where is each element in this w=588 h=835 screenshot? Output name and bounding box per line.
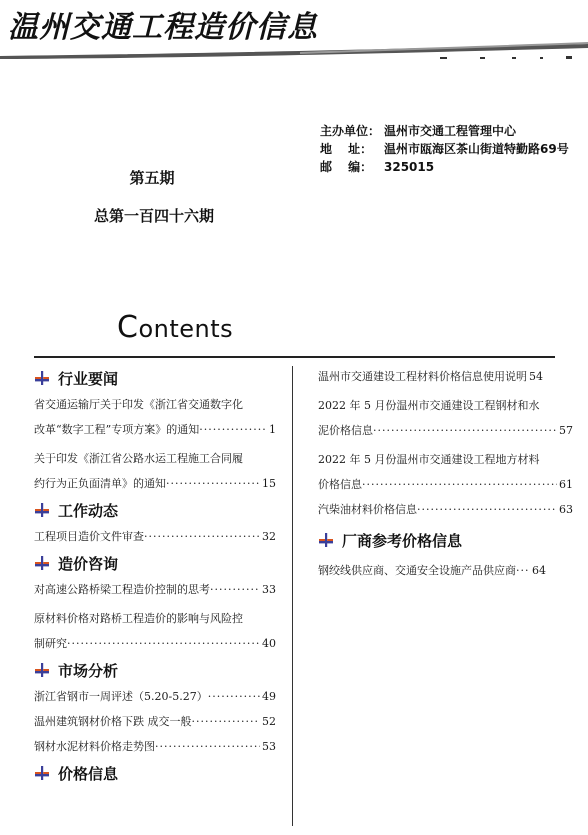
section-work-updates[interactable] xyxy=(34,496,276,524)
section-label: 行业要闻 xyxy=(58,369,119,388)
toc-entry[interactable] xyxy=(34,734,276,759)
toc-entry-line: 制研究 xyxy=(34,637,67,650)
leader-dots xyxy=(144,524,260,549)
star-bullet-icon xyxy=(34,662,50,678)
contents-left-column xyxy=(34,364,276,787)
star-bullet-icon xyxy=(34,502,50,518)
toc-entry-line: 改革“数字工程”专项方案》的通知 xyxy=(34,423,200,436)
section-label: 造价咨询 xyxy=(58,554,119,573)
toc-entry-line: 浙江省钢市一周评述（5.20-5.27） xyxy=(34,690,208,703)
toc-entry-line: 温州建筑钢材价格下跌 成交一般 xyxy=(34,715,192,728)
toc-entry[interactable] xyxy=(318,364,573,389)
toc-entry-line: 省交通运输厅关于印发《浙江省交通数字化 xyxy=(34,398,243,411)
publisher-info xyxy=(320,122,582,176)
toc-entry-line: 泥价格信息 xyxy=(318,424,373,437)
page-number: 15 xyxy=(262,477,276,490)
leader-dots xyxy=(67,631,260,656)
masthead-decoration xyxy=(0,38,588,68)
toc-entry-line: 2022 年 5 月份温州市交通建设工程钢材和水 xyxy=(318,399,540,412)
issue-number: 第五期 xyxy=(129,169,175,187)
issue-total: 总第一百四十六期 xyxy=(93,207,214,225)
address-row xyxy=(320,140,582,158)
page-number: 64 xyxy=(532,564,546,577)
section-label: 市场分析 xyxy=(58,661,119,680)
section-vendor-prices[interactable] xyxy=(318,526,573,554)
masthead-title: 温州交通工程造价信息 xyxy=(8,10,318,45)
leader-dots xyxy=(373,418,557,443)
address-value: 温州市瓯海区茶山街道特勤路69号 xyxy=(384,142,569,156)
page-number: 61 xyxy=(559,478,573,491)
star-bullet-icon xyxy=(34,370,50,386)
toc-entry[interactable] xyxy=(318,497,573,522)
postcode-value: 325015 xyxy=(384,160,435,174)
toc-entry[interactable] xyxy=(34,709,276,734)
leader-dots xyxy=(155,734,260,759)
toc-entry-line: 工程项目造价文件审查 xyxy=(34,530,144,543)
toc-entry[interactable] xyxy=(318,558,573,583)
toc-entry-line: 关于印发《浙江省公路水运工程施工合同履 xyxy=(34,452,243,465)
toc-entry-line: 钢材水泥材料价格走势图 xyxy=(34,740,155,753)
toc-entry-line: 钢绞线供应商、交通安全设施产品供应商 xyxy=(318,564,516,577)
toc-entry-line: 对高速公路桥梁工程造价控制的思考 xyxy=(34,583,210,596)
toc-entry[interactable] xyxy=(318,447,573,497)
toc-entry[interactable] xyxy=(34,606,276,656)
toc-entry[interactable] xyxy=(34,446,276,496)
star-bullet-icon xyxy=(34,555,50,571)
section-price-info[interactable] xyxy=(34,759,276,787)
page-number: 54 xyxy=(529,370,543,383)
leader-dots xyxy=(166,471,260,496)
page-number: 40 xyxy=(262,637,276,650)
toc-entry[interactable] xyxy=(34,577,276,602)
publisher-key: 主办单位： xyxy=(320,124,381,138)
page-number: 63 xyxy=(559,503,573,516)
toc-entry-line: 原材料价格对路桥工程造价的影响与风险控 xyxy=(34,612,243,625)
toc-entry[interactable] xyxy=(34,392,276,442)
leader-dots xyxy=(208,684,260,709)
contents-right-column xyxy=(318,364,573,583)
postcode-key: 邮 编： xyxy=(320,160,373,174)
toc-entry[interactable] xyxy=(34,684,276,709)
leader-dots xyxy=(210,577,260,602)
page-number: 53 xyxy=(262,740,276,753)
page-number: 52 xyxy=(262,715,276,728)
toc-entry-line: 2022 年 5 月份温州市交通建设工程地方材料 xyxy=(318,453,540,466)
contents-heading xyxy=(117,310,233,345)
address-key: 地 址： xyxy=(320,142,373,156)
leader-dots xyxy=(417,497,557,522)
page-number: 49 xyxy=(262,690,276,703)
column-divider xyxy=(292,366,293,826)
section-market-analysis[interactable] xyxy=(34,656,276,684)
toc-entry-line: 温州市交通建设工程材料价格信息使用说明 xyxy=(318,370,527,383)
page-number: 32 xyxy=(262,530,276,543)
leader-dots xyxy=(362,472,557,497)
toc-entry[interactable] xyxy=(34,524,276,549)
publisher-row xyxy=(320,122,582,140)
section-label: 工作动态 xyxy=(58,501,119,520)
contents-heading-rest: ontents xyxy=(138,315,234,343)
page-number: 57 xyxy=(559,424,573,437)
section-industry-news[interactable] xyxy=(34,364,276,392)
leader-dots xyxy=(199,417,267,442)
leader-dots xyxy=(516,558,530,583)
contents-divider xyxy=(34,356,555,358)
star-bullet-icon xyxy=(318,532,334,548)
toc-entry-line: 约行为正负面清单》的通知 xyxy=(34,477,166,490)
section-label: 厂商参考价格信息 xyxy=(342,531,463,550)
toc-entry-line: 汽柴油材料价格信息 xyxy=(318,503,417,516)
section-cost-consulting[interactable] xyxy=(34,549,276,577)
toc-entry[interactable] xyxy=(318,393,573,443)
toc-entry-line: 价格信息 xyxy=(318,478,362,491)
postcode-row xyxy=(320,158,582,176)
contents-heading-initial: C xyxy=(117,310,139,345)
publisher-value: 温州市交通工程管理中心 xyxy=(384,124,517,138)
page-number: 33 xyxy=(262,583,276,596)
section-label: 价格信息 xyxy=(58,764,119,783)
page-number: 1 xyxy=(269,423,276,436)
leader-dots xyxy=(192,709,261,734)
star-bullet-icon xyxy=(34,765,50,781)
